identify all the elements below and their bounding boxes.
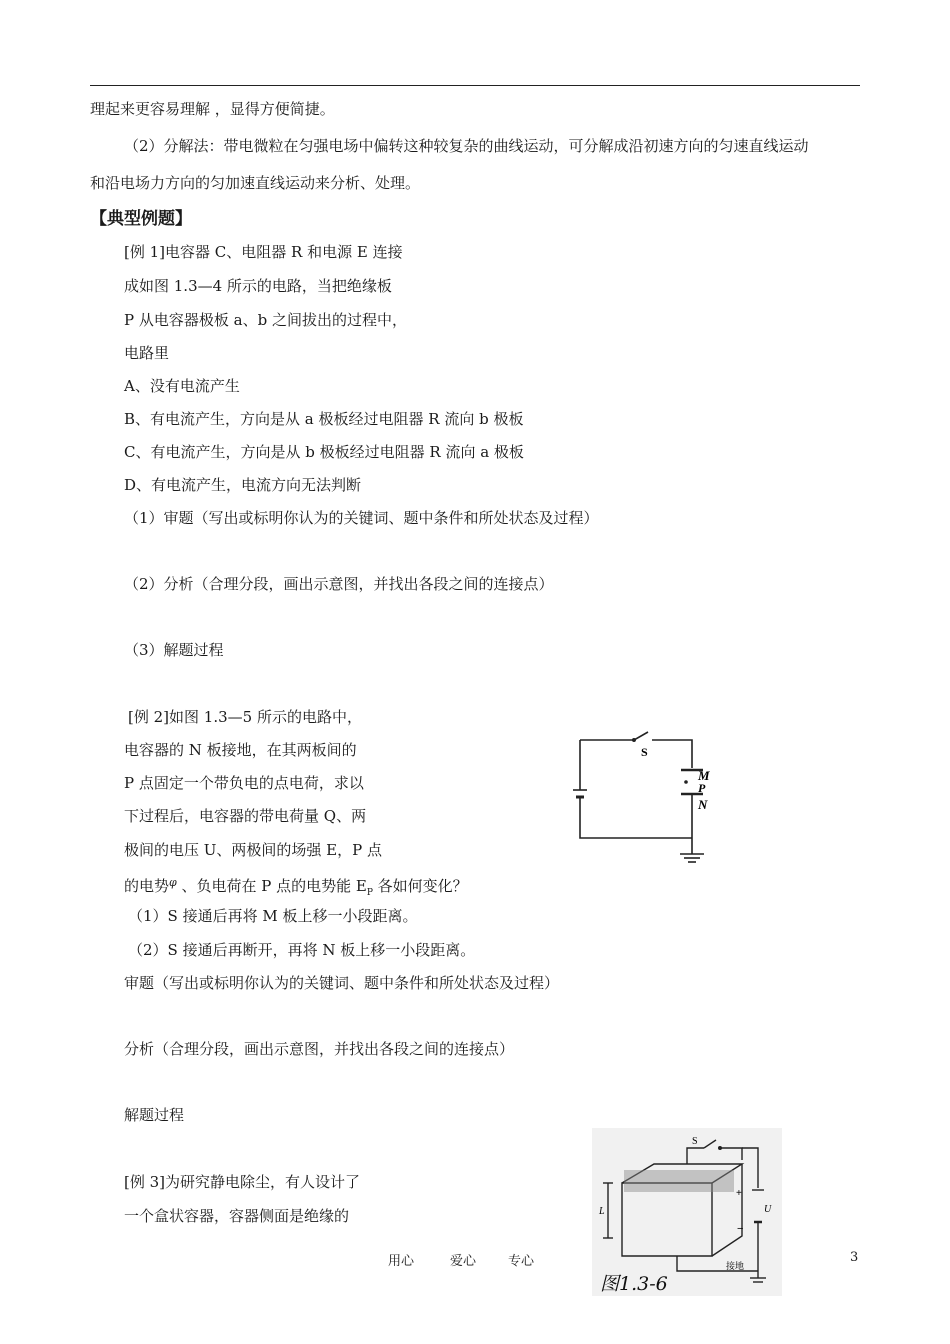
dust-region: [624, 1170, 734, 1192]
switch-contact-right: [718, 1146, 722, 1150]
example3-stem-1: [例 3]为研究静电除尘，有人设计了: [124, 1173, 361, 1191]
p-point: [684, 780, 688, 784]
length-label: L: [599, 1206, 605, 1217]
ground-label: 接地: [726, 1262, 745, 1272]
example3-stem-2: 一个盒状容器，容器侧面是绝缘的: [124, 1207, 350, 1225]
ep-subscript: P: [366, 888, 373, 898]
example2-subq-1: （1）S 接通后再将 M 板上移一小段距离。: [128, 907, 418, 925]
footer-motto-3: 专心: [508, 1254, 535, 1269]
example2-suffix: 各如何变化？: [372, 877, 468, 895]
m-plate-label: M: [698, 768, 710, 783]
example2-stem-1: [例 2]如图 1.3—5 所示的电路中，: [128, 708, 362, 726]
example1-stem-2: 成如图 1.3—4 所示的电路，当把绝缘板: [124, 277, 392, 295]
minus-label: −: [737, 1223, 744, 1235]
example1-stem-1: [例 1]电容器 C、电阻器 R 和电源 E 连接: [124, 243, 403, 261]
intro-line-2: （2）分解法：带电微粒在匀强电场中偏转这种较复杂的曲线运动，可分解成沿初速方向的匀速直线运动: [124, 137, 809, 155]
example1-option-d: D、有电流产生，电流方向无法判断: [124, 476, 362, 494]
p-point-label: P: [698, 781, 706, 795]
example1-step-3: （3）解题过程: [124, 641, 224, 659]
dust-box-figure-1-3-6: [592, 1128, 782, 1296]
phi-symbol: φ: [169, 876, 177, 889]
example2-stem-4: 下过程后，电容器的带电荷量 Q、两: [124, 807, 367, 825]
n-plate-label: N: [698, 797, 708, 812]
example2-stem-2: 电容器的 N 板接地，在其两板间的: [124, 741, 357, 759]
figure-caption-handwritten: 图1.3-6: [600, 1273, 668, 1295]
voltage-label: U: [764, 1204, 772, 1215]
switch-label: S: [641, 745, 648, 759]
intro-line-3: 和沿电场力方向的匀加速直线运动来分析、处理。: [90, 174, 421, 192]
example2-stem-3: P 点固定一个带负电的点电荷，求以: [124, 774, 364, 792]
example2-stem-5: 极间的电压 U、两极间的场强 E，P 点: [124, 841, 382, 859]
example2-prefix: 的电势: [124, 877, 170, 895]
footer-motto-2: 爱心: [450, 1254, 477, 1269]
example1-stem-3: P 从电容器极板 a、b 之间拔出的过程中，: [124, 311, 407, 329]
example2-mid: 、负电荷在 P 点的电势能 E: [176, 877, 367, 895]
example2-step-1: 审题（写出或标明你认为的关键词、题中条件和所处状态及过程）: [124, 974, 560, 992]
switch-label-s: S: [692, 1136, 698, 1147]
plus-label: +: [736, 1188, 742, 1199]
example1-stem-4: 电路里: [124, 344, 170, 362]
intro-line-1: 理起来更容易理解 ，显得方便简捷。: [90, 100, 335, 118]
example2-stem-6: [124, 873, 468, 903]
page-number: 3: [850, 1250, 859, 1265]
circuit-figure-1-3-5: [570, 718, 720, 863]
example1-step-1: （1）审题（写出或标明你认为的关键词、题中条件和所处状态及过程）: [124, 509, 599, 527]
example2-step-3: 解题过程: [124, 1106, 185, 1124]
footer-motto-1: 用心: [388, 1254, 415, 1269]
example1-option-a: A、没有电流产生: [124, 377, 240, 395]
example1-option-b: B、有电流产生，方向是从 a 极板经过电阻器 R 流向 b 极板: [124, 410, 524, 428]
switch-contact: [632, 738, 636, 742]
example2-subq-2: （2）S 接通后再断开，再将 N 板上移一小段距离。: [128, 941, 476, 959]
example2-step-2: 分析（合理分段，画出示意图，并找出各段之间的连接点）: [124, 1040, 515, 1058]
example1-step-2: （2）分析（合理分段，画出示意图，并找出各段之间的连接点）: [124, 575, 554, 593]
section-heading: 【典型例题】: [90, 209, 192, 229]
example1-option-c: C、有电流产生，方向是从 b 极板经过电阻器 R 流向 a 极板: [124, 443, 524, 461]
header-rule: [90, 85, 860, 86]
